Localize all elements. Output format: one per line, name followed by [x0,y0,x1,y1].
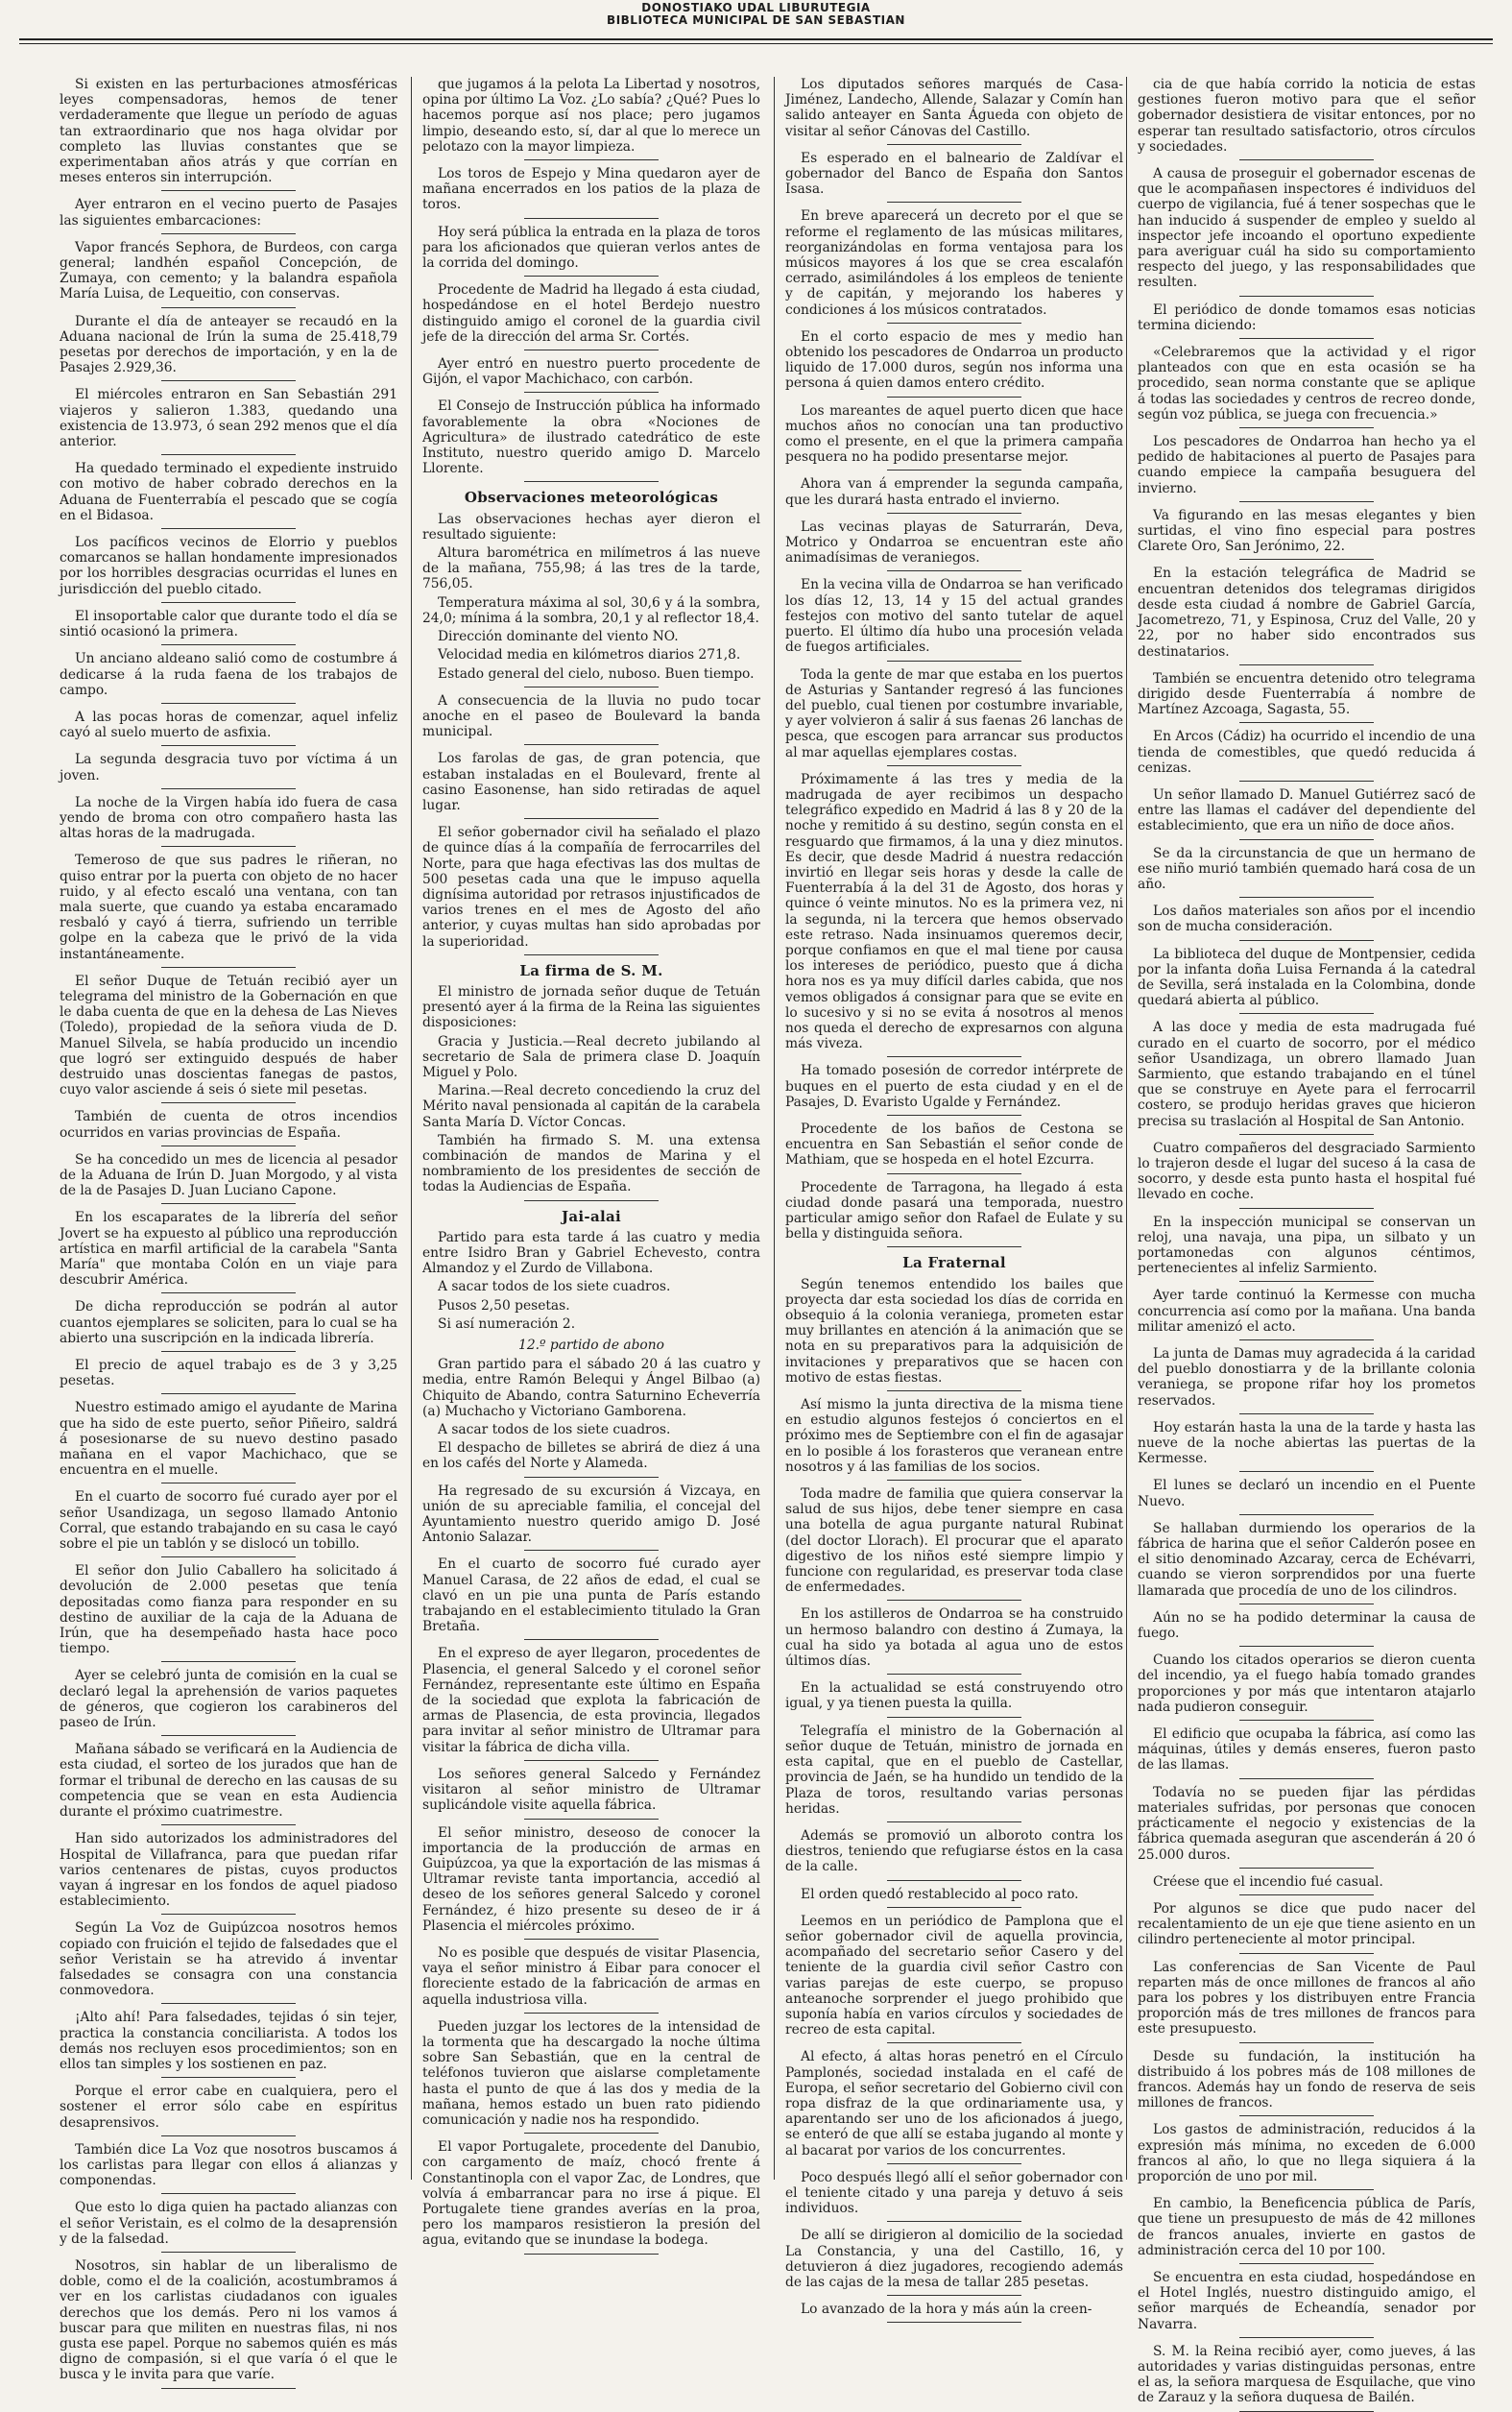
article-paragraph: Porque el error cabe en cualquiera, pero el sostener el error sólo cabe en espíritus desaprensivos. [60,2084,397,2131]
article-separator [1239,897,1375,898]
article-paragraph: Procedente de los baños de Cestona se encuentra en San Sebastián el señor conde de Mathiam, que se hospeda en el hotel Ezcurra. [785,1121,1123,1169]
article-paragraph: La junta de Damas muy agradecida á la caridad del pueblo donostiarra y de la brillante colonia veraniega, se propone rifar hoy los prometos reservados. [1138,1346,1476,1409]
article-separator [524,744,660,745]
article-paragraph: Los farolas de gas, de gran potencia, que estaban instaladas en el Boulevard, frente al casino Easonense, han sido retiradas de aquel lugar. [422,751,760,813]
article-paragraph: Todavía no se pueden fijar las pérdidas materiales sufridas, por personas que conocen prácticamente el negocio y existencias de la fábrica quemada aseguran que ascenderán á 20 ó 25.000 duros. [1138,1784,1476,1863]
article-separator [161,967,297,968]
article-paragraph: Las vecinas playas de Saturrarán, Deva, Motrico y Ondarroa se encuentran este año animadísimas de veraniegos. [785,519,1123,567]
article-separator [161,528,297,529]
article-separator [1239,2189,1375,2190]
article-paragraph: Temeroso de que sus padres le riñeran, no quiso entrar por la puerta con objeto de no hacer ruido, y al efecto escaló una ventana, con tan mala suerte, que cuando ya estaba encaramado resbaló y cayó á tierra, sufriendo un terrible golpe en la cabeza que le privó de la vida instantáneamente. [60,853,397,962]
article-paragraph: En Arcos (Cádiz) ha ocurrido el incendio de una tienda de comestibles, que quedó reducida á cenizas. [1138,729,1476,776]
article-paragraph: En el cuarto de socorro fué curado ayer por el señor Usandizaga, un segoso llamado Antonio Corral, que estando trabajando en su casa le cayó sobre el pie un tablón y se dislocó un tobillo. [60,1489,397,1553]
section-heading: Observaciones meteorológicas [464,489,719,507]
article-paragraph: Los mareantes de aquel puerto dicen que hace muchos años no conocían una tan productivo como el presente, en el que la primera campaña pesquera no ha podido presentarse mejor. [785,402,1123,466]
article-separator [161,1393,297,1394]
library-header [0,2,1512,27]
article-separator [1239,559,1375,560]
article-paragraph: Los pescadores de Ondarroa han hecho ya el pedido de habitaciones al puerto de Pasajes para cuando empiece la campaña besuguera del invierno. [1138,434,1476,496]
article-paragraph: Ahora van á emprender la segunda campaña, que les durará hasta entrado el invierno. [785,476,1123,508]
article-separator [161,2193,297,2194]
article-separator [887,2163,1022,2164]
article-paragraph: También de cuenta de otros incendios ocurridos en varias provincias de España. [60,1109,397,1141]
article-paragraph: A sacar todos de los siete cuadros. [438,1422,671,1438]
article-separator [887,1173,1022,1174]
article-paragraph: Han sido autorizados los administradores del Hospital de Villafranca, para que puedan rifar varios centenares de pistas, cuyos productos vayan á ingresar en los fondos de aquel piadoso establecimiento. [60,1831,397,1910]
article-separator [887,1480,1022,1481]
article-paragraph: Al efecto, á altas horas penetró en el Círculo Pamplonés, sociedad instalada en el café de Europa, el señor secretario del Gobierno civil con ropa disfraz de la que ordinariamente usa, y aparentando ser uno de los aficionados á juego, se enteró de que allí se estaba jugando al monte y al bacarat por varios de los concurrentes. [785,2049,1123,2159]
article-paragraph: Las observaciones hechas ayer dieron el resultado siguiente: [422,511,760,543]
column-1 [60,77,397,2383]
article-separator [1239,722,1375,723]
article-paragraph: Ayer entraron en el vecino puerto de Pasajes las siguientes embarcaciones: [60,197,397,229]
article-separator [524,1819,660,1820]
article-paragraph: Estado general del cielo, nuboso. Buen tiempo. [438,665,755,682]
article-paragraph: El señor ministro, deseoso de conocer la importancia de la producción de armas en Guipúzcoa, ya que la exportación de las mismas á Ultramar reviste tanta importancia, accedió al deseo de los señores general Salcedo y coronel Fernández, é hizo presente su deseo de ir á Plasencia el miércoles próximo. [422,1824,760,1934]
top-rule [19,38,1493,44]
article-paragraph: Ha tomado posesión de corredor intérprete de buques en el puerto de esta ciudad y en el de Pasajes, D. Evaristo Ugalde y Fernández. [785,1063,1123,1110]
article-separator [1239,1208,1375,1209]
article-separator [161,745,297,746]
article-separator [1239,2263,1375,2264]
article-separator [161,1102,297,1103]
article-paragraph: Es esperado en el balneario de Zaldívar el gobernador del Banco de España don Santos Isasa. [785,150,1123,198]
article-separator [1239,1514,1375,1515]
article-separator [161,380,297,381]
article-separator [887,397,1022,398]
article-paragraph: En la estación telegráfica de Madrid se encuentran detenidos dos telegramas dirigidos desde esta ciudad á nombre de Gabriel García, Jacometrezo, 71, y Espinosa, Cruz del Valle, 20 y 22, por no haber sido encontrados sus destinatarios. [1138,566,1476,660]
article-paragraph: Se da la circunstancia de que un hermano de ese niño murió también quemado hará cosa de un año. [1138,845,1476,892]
article-separator [887,1056,1022,1057]
article-separator [524,1550,660,1551]
article-separator [1239,427,1375,428]
article-separator [524,2133,660,2134]
article-separator [524,1477,660,1478]
article-separator [161,2252,297,2253]
article-paragraph: Ha regresado de su excursión á Vizcaya, en unión de su apreciable familia, el concejal del Ayuntamiento nuestro querido amigo D. José Antonio Salazar. [422,1483,760,1546]
article-separator [1239,2411,1375,2412]
article-paragraph: De allí se dirigieron al domicilio de la sociedad La Constancia, y una del Castillo, 16, y detuvieron á diez jugadores, recogiendo además de las cajas de la mesa de tallar 285 pesetas. [785,2228,1123,2290]
article-separator [161,454,297,455]
article-paragraph: Gracia y Justicia.—Real decreto jubilando al secretario de Sala de primera clase D. Joaquín Miguel y Polo. [422,1033,760,1080]
article-paragraph: que jugamos á la pelota La Libertad y nosotros, opina por último La Voz. ¿Lo sabía? ¿Qué? Pues lo hacemos porque así nos place; pero jugamos limpio, deseando esto, sí, dar al que lo merece un pelotazo con la mayor limpieza. [422,77,760,155]
article-separator [887,513,1022,514]
article-paragraph: Un señor llamado D. Manuel Gutiérrez sacó de entre las llamas el cadáver del dependiente del establecimiento, que era un niño de doce años. [1138,786,1476,834]
article-separator [887,1246,1022,1247]
article-separator [1239,2115,1375,2116]
article-separator [524,1939,660,1940]
article-separator [161,644,297,645]
article-paragraph: Toda madre de familia que quiera conservar la salud de sus hijos, debe tener siempre en casa una botella de agua purgante natural Rubinat (del doctor Llorach). El procurar que el aparato digestivo de los niños esté siempre limpio y funcione con regularidad, es preservar toda clase de enfermedades. [785,1486,1123,1596]
article-separator [1239,1134,1375,1135]
article-paragraph: Hoy estarán hasta la una de la tarde y hasta las nueve de la noche abiertas las puertas de la Kermesse. [1138,1419,1476,1467]
article-separator [1239,1013,1375,1014]
article-paragraph: Se ha concedido un mes de licencia al pesador de la Aduana de Irún D. Juan Morgodo, y al vista de la de Pasajes D. Juan Luciano Capone. [60,1151,397,1199]
article-paragraph: Así mismo la junta directiva de la misma tiene en estudio algunos festejos ó conciertos en el próximo mes de Septiembre con el fin de agasajar en lo posible á los forasteros que veranean entre nosotros y á las familias de los socios. [785,1397,1123,1475]
article-paragraph: S. M. la Reina recibió ayer, como jueves, á las autoridades y varias distinguidas personas, entre el as, la señora marquesa de Esquilache, que vino de Zarauz y la señora duquesa de Bailén. [1138,2343,1476,2406]
article-paragraph: Ha quedado terminado el expediente instruido con motivo de haber cobrado derechos en la Aduana de Fuenterrabía el pescado que se cogía en el Bidasoa. [60,461,397,523]
article-separator [887,765,1022,766]
article-paragraph: Además se promovió un alboroto contra los diestros, teniendo que refugiarse éstos en la casa de la calle. [785,1827,1123,1875]
article-paragraph: Procedente de Tarragona, ha llegado á esta ciudad donde pasará una temporada, nuestro particular amigo señor don Rafael de Eulate y su bella y distinguida señora. [785,1179,1123,1242]
article-paragraph: En el expreso de ayer llegaron, procedentes de Plasencia, el general Salcedo y el coronel señor Fernández, representante este último en España de la sociedad que explota la fabricación de armas de Plasencia, de esta provincia, llegados para invitar al señor ministro de Ultramar para visitar la fábrica de dicha villa. [422,1646,760,1755]
article-separator [1239,839,1375,840]
article-separator [1239,1953,1375,1954]
article-paragraph: Según La Voz de Guipúzcoa nosotros hemos copiado con fruición el tejido de falsedades que el señor Veristain se ha atrevido á inventar falsedades se consagra con una constancia conmovedora. [60,1920,397,1999]
article-paragraph: También ha firmado S. M. una extensa combinación de mandos de Marina y el nombramiento de los presidentes de sección de todas la Audiencias de España. [422,1132,760,1195]
article-separator [524,481,660,482]
article-separator [161,1292,297,1293]
article-separator [161,2077,297,2078]
article-separator [1239,781,1375,782]
article-paragraph: Un anciano aldeano salió como de costumbre á dedicarse á la ruda faena de los trabajos de campo. [60,651,397,698]
article-separator [1239,159,1375,160]
article-paragraph: El señor don Julio Caballero ha solicitado á devolución de 2.000 pesetas que tenía depositadas como fianza para responder en su destino de auxiliar de la caja de la Aduana de Irún, que ha desempeñado hasta hace poco tiempo. [60,1563,397,1657]
article-separator [161,703,297,704]
article-separator [1239,2042,1375,2043]
article-separator [161,602,297,603]
article-paragraph: Los daños materiales son años por el incendio son de mucha consideración. [1138,904,1476,935]
article-separator [1239,1339,1375,1340]
article-separator [887,144,1022,145]
article-separator [161,2388,297,2389]
article-paragraph: Pueden juzgar los lectores de la intensidad de la tormenta que ha descargado la noche última sobre San Sebastián, que en la central de teléfonos tuvieron que aislarse completamente hasta el punto de que á las dos y media de la mañana, hemos estado un buen rato pidiendo comunicación y nadie nos ha respondido. [422,2018,760,2128]
column-divider [411,77,412,2180]
article-separator [524,276,660,277]
article-separator [524,1200,660,1201]
article-paragraph: Aún no se ha podido determinar la causa de fuego. [1138,1609,1476,1642]
article-paragraph: En la vecina villa de Ondarroa se han verificado los días 12, 13, 14 y 15 del actual grandes festejos con motivo del santo tutelar de aquel puerto. El último día hubo una procesión velada de fuegos artificiales. [785,577,1123,656]
article-paragraph: El Consejo de Instrucción pública ha informado favorablemente la obra «Nociones de Agricultura» de ilustrado catedrático de este Instituto, nuestro querido amigo D. Marcelo Llorente. [422,398,760,477]
article-paragraph: También se encuentra detenido otro telegrama dirigido desde Fuenterrabía á nombre de Martínez Azcoaga, Sagasta, 55. [1138,670,1476,718]
article-paragraph: También dice La Voz que nosotros buscamos á los carlistas para llegar con ellos á alianzas y componendas. [60,2141,397,2189]
article-paragraph: El miércoles entraron en San Sebastián 291 viajeros y salieron 1.383, quedando una existencia de 13.973, ó sean 292 menos que el día anterior. [60,387,397,450]
article-separator [1239,2337,1375,2338]
column-4 [1138,77,1476,2406]
article-paragraph: El vapor Portugalete, procedente del Danubio, con cargamento de maíz, chocó frente á Constantinopla con el vapor Zac, de Londres, que volvía á embarrancar para no irse á pique. El Portugalete tiene grandes averías en la proa, pero los mamparos resistieron la presión del agua, evitando que se inundase la bodega. [422,2139,760,2249]
article-paragraph: A sacar todos de los siete cuadros. [438,1279,671,1295]
article-separator [524,159,660,160]
article-paragraph: Lo avanzado de la hora y más aún la creen- [801,2302,1092,2318]
article-separator [524,954,660,955]
article-separator [524,818,660,819]
article-separator [887,2295,1022,2296]
article-paragraph: El ministro de jornada señor duque de Tetuán presentó ayer á la firma de la Reina las siguientes disposiciones: [422,983,760,1031]
article-separator [1239,1778,1375,1779]
article-separator [887,2221,1022,2222]
article-paragraph: Créese que el incendio fué casual. [1153,1873,1383,1890]
article-paragraph: Si así numeración 2. [438,1315,576,1332]
article-paragraph: Telegrafía el ministro de la Gobernación al señor duque de Tetuán, ministro de jornada en esta capital, que en el pueblo de Castellar, provincia de Jaén, se ha hundido un tendido de la Plaza de toros, resultando varias personas heridas. [785,1723,1123,1817]
article-separator [887,202,1022,203]
article-paragraph: Vapor francés Sephora, de Burdeos, con carga general; landhén español Concepción, de Zumaya, con cemento; y la balandra española María Luisa, de Lequeitio, con conservas. [60,239,397,302]
article-separator [887,570,1022,571]
article-paragraph: Los diputados señores marqués de Casa-Jiménez, Landecho, Allende, Salazar y Comín han salido anteayer en Santa Águeda con objeto de visitar al señor Cánovas del Castillo. [785,77,1123,139]
article-paragraph: El precio de aquel trabajo es de 3 y 3,25 pesetas. [60,1358,397,1389]
article-separator [887,661,1022,662]
columns [60,77,1476,2406]
article-paragraph: Los toros de Espejo y Mina quedaron ayer de mañana encerrados en los patios de la plaza de toros. [422,166,760,213]
article-paragraph: Ayer entró en nuestro puerto procedente de Gijón, el vapor Machichaco, con carbón. [422,356,760,388]
article-separator [1239,1471,1375,1472]
section-heading: 12.º partido de abono [518,1338,664,1354]
article-paragraph: El despacho de billetes se abrirá de diez á una en los cafés del Norte y Alameda. [422,1440,760,1472]
article-paragraph: El insoportable calor que durante todo el día se sintió ocasionó la primera. [60,608,397,640]
article-separator [161,788,297,789]
article-separator [1239,664,1375,665]
article-paragraph: Toda la gente de mar que estaba en los puertos de Asturias y Santander regresó á las funciones del pueblo, cual tienen por costumbre invariable, y ayer volvieron á salir á sus faenas 26 lanchas de pesca, que escogen para arrancar sus productos al mar aquellas ejemplares costas. [785,666,1123,760]
article-separator [887,1717,1022,1718]
article-separator [161,1351,297,1352]
section-heading: La Fraternal [902,1254,1006,1272]
article-paragraph: Leemos en un periódico de Pamplona que el señor gobernador civil de aquella provincia, acompañado del secretario señor Casero y del teniente de la guardia civil señor Castro con varias parejas de este cuerpo, se propuso anteanoche sorprender el juego prohibido que suponía había en varios círculos y sociedades de recreo de esta capital. [785,1913,1123,2038]
article-paragraph: El edificio que ocupaba la fábrica, así como las máquinas, útiles y demás enseres, fueron pasto de las llamas. [1138,1726,1476,1773]
article-separator [887,1880,1022,1881]
column-divider [774,77,775,2180]
article-paragraph: Los señores general Salcedo y Fernández visitaron al señor ministro de Ultramar suplicándole visite aquella fábrica. [422,1766,760,1814]
article-paragraph: Desde su fundación, la institución ha distribuido á los pobres más de 108 millones de francos. Además hay un fondo de reserva de seis millones de francos. [1138,2048,1476,2111]
article-paragraph: En la actualidad se está construyendo otro igual, y ya tienen puesta la quilla. [785,1680,1123,1712]
article-separator [1239,1413,1375,1414]
article-paragraph: El orden quedó restablecido al poco rato. [801,1886,1079,1902]
article-paragraph: Altura barométrica en milímetros á las nueve de la mañana, 755,98; á las tres de la tarde, 756,05. [422,545,760,592]
article-separator [887,1115,1022,1116]
article-paragraph: En cambio, la Beneficencia pública de París, que tiene un presupuesto de más de 42 millones de francos anuales, invierte en gastos de administración cerca del 10 por 100. [1138,2196,1476,2258]
column-3 [785,77,1123,2318]
article-separator [1239,1646,1375,1647]
article-paragraph: En la inspección municipal se conservan un reloj, una navaja, una pipa, un silbato y un portamonedas con algunos céntimos, pertenecientes al infeliz Sarmiento. [1138,1214,1476,1277]
article-paragraph: Nosotros, sin hablar de un liberalismo de doble, como el de la coalición, acostumbramos á ver en los carlistas ciudadanos con iguales derechos que los demás. Pero ni los vamos á buscar para que militen en nuestras filas, ni nos gusta ese papel. Porque no sabemos quién es más digno de compasión, si el que varía ó el que le busca y le invita para que varíe. [60,2257,397,2383]
article-separator [887,1907,1022,1908]
column-divider [1126,77,1127,2180]
article-separator [524,1639,660,1640]
article-separator [1239,338,1375,339]
article-paragraph: Va figurando en las mesas elegantes y bien surtidas, el vino fino especial para postres Clarete Oro, San Jerónimo, 22. [1138,507,1476,555]
article-paragraph: Mañana sábado se verificará en la Audiencia de esta ciudad, el sorteo de los jurados que han de formar el tribunal de derecho en las causas de su competencia que se vean en esta Audiencia durante el próximo cuatrimestre. [60,1742,397,1821]
article-paragraph: Durante el día de anteayer se recaudó en la Aduana nacional de Irún la suma de 25.418,79 pesetas por derechos de importación, y en la de Pasajes 2.929,36. [60,313,397,376]
article-separator [887,1821,1022,1822]
article-paragraph: La segunda desgracia tuvo por víctima á un joven. [60,752,397,784]
article-paragraph: Procedente de Madrid ha llegado á esta ciudad, hospedándose en el hotel Berdejo nuestro distinguido amigo el coronel de la guardia civil jefe de la dirección del arma Sr. Cortés. [422,282,760,345]
article-paragraph: Partido para esta tarde á las cuatro y media entre Isidro Bran y Gabriel Echevesto, contra Almandoz y el Zurdo de Villabona. [422,1229,760,1277]
article-paragraph: Se encuentra en esta ciudad, hospedándose en el Hotel Inglés, nuestro distinguido amigo, el señor marqués de Echeandía, senador por Navarra. [1138,2269,1476,2332]
article-paragraph: Según tenemos entendido los bailes que proyecta dar esta sociedad los días de corrida en obsequio á la colonia veraniega, prometen estar muy brillantes en atención á la animación que se nota en su preparativos para la adquisición de invitaciones y preparativos que se hacen con motivo de estas fiestas. [785,1276,1123,1386]
article-paragraph: Los pacíficos vecinos de Elorrio y pueblos comarcanos se hallan hondamente impresionados por los horribles desgracias ocurridas el lunes en jurisdicción del pueblo citado. [60,535,397,597]
article-paragraph: Poco después llegó allí el señor gobernador con el teniente citado y una pareja y detuvo á seis individuos. [785,2169,1123,2217]
article-paragraph: Temperatura máxima al sol, 30,6 y á la sombra, 24,0; mínima á la sombra, 20,1 y al reflector 18,4. [422,594,760,626]
article-paragraph: ¡Alto ahí! Para falsedades, tejidas ó sin tejer, practica la constancia conciliarista. A todos los demás nos recluyen esos procedimientos; son en ellos tan simples y los sostienen en paz. [60,2010,397,2072]
article-separator [1239,1868,1375,1869]
article-separator [161,2135,297,2136]
article-paragraph: Se hallaban durmiendo los operarios de la fábrica de harina que el señor Calderón posee en el sitio denominado Azcaray, cerca de Echévarri, cuando se vieron sorprendidos por una fuerte llamarada que procedía de uno de los cilindros. [1138,1520,1476,1599]
article-separator [161,1661,297,1662]
article-separator [1239,940,1375,941]
article-paragraph: En los escaparates de la librería del señor Jovert se ha expuesto al público una reproducción artística en marfil artificial de la carabela "Santa María" que montaba Colón en un viaje para descubrir América. [60,1210,397,1289]
article-paragraph: Dirección dominante del viento NO. [438,629,679,645]
article-paragraph: A las doce y media de esta madrugada fué curado en el cuarto de socorro, por el médico señor Usandizaga, un obrero llamado Juan Sarmiento, que estando trabajando en el túnel que se construye en Ayete para el ferrocarril costero, se produjo heridas graves que hicieron precisa su traslación al Hospital de San Antonio. [1138,1020,1476,1129]
article-paragraph: A consecuencia de la lluvia no pudo tocar anoche en el paseo de Boulevard la banda municipal. [422,692,760,740]
section-heading: La firma de S. M. [519,961,663,979]
article-paragraph: Por algunos se dice que pudo nacer del recalentamiento de un eje que tiene asiento en un cilindro perteneciente al motor principal. [1138,1900,1476,1948]
article-separator [161,1556,297,1557]
article-paragraph: Si existen en las perturbaciones atmosféricas leyes compensadoras, hemos de tener verdaderamente que llegue un período de aguas tan extraordinario que nos haga olvidar por completo las lluvias constantes que se experimentaban años atrás y que corrían en meses enteros sin interrupción. [60,77,397,186]
article-paragraph: Pusos 2,50 pesetas. [438,1297,570,1314]
library-header-basque: DONOSTIAKO UDAL LIBURUTEGIA [641,1,871,14]
article-paragraph: Los gastos de administración, reducidos á la expresión más mínima, no exceden de 6.000 francos al año, lo que no llega siquiera á la proporción de uno por mil. [1138,2122,1476,2184]
article-paragraph: Velocidad media en kilómetros diarios 271,8. [438,647,741,663]
article-separator [161,1735,297,1736]
article-paragraph: El periódico de donde tomamos esas noticias termina diciendo: [1138,302,1476,333]
article-separator [887,1390,1022,1391]
article-paragraph: Ayer tarde continuó la Kermesse con mucha concurrencia así como por la mañana. Una banda militar amenizó el acto. [1138,1288,1476,1335]
article-paragraph: En el corto espacio de mes y medio han obtenido los pescadores de Ondarroa un producto liquido de 17.000 duros, según nos informa una persona á quien damos entero crédito. [785,328,1123,392]
article-paragraph: El lunes se declaró un incendio en el Puente Nuevo. [1138,1478,1476,1509]
article-paragraph: Cuatro compañeros del desgraciado Sarmiento lo trajeron desde el lugar del suceso á la casa de socorro, y desde esta punto hasta el hospital fué llevado en coche. [1138,1140,1476,1203]
article-paragraph: De dicha reproducción se podrán al autor cuantos ejemplares se soliciten, para lo cual se ha abierto una suscripción en la indicada librería. [60,1299,397,1346]
article-separator [161,1203,297,1204]
column-2 [422,77,760,2249]
article-paragraph: Cuando los citados operarios se dieron cuenta del incendio, ya el fuego había tomado grandes proporciones y por más que intentaron atajarlo nada pudieron conseguir. [1138,1652,1476,1715]
article-paragraph: Hoy será pública la entrada en la plaza de toros para los aficionados que quieran verlos antes de la corrida del domingo. [422,224,760,272]
article-separator [161,2003,297,2004]
article-separator [1239,296,1375,297]
article-paragraph: Ayer se celebró junta de comisión en la cual se declaró legal la aprehensión de varios paquetes de géneros, que cogieron los carabineros del paseo de Irún. [60,1668,397,1731]
article-separator [524,392,660,393]
article-separator [887,323,1022,324]
article-separator [1239,501,1375,502]
article-separator [524,2013,660,2014]
article-separator [1239,1720,1375,1721]
section-heading: Jai-alai [562,1207,621,1225]
article-separator [887,1674,1022,1675]
article-separator [524,1760,660,1761]
article-separator [161,846,297,847]
article-paragraph: En breve aparecerá un decreto por el que se reforme el reglamento de las músicas militares, reorganizándolas en forma ventajosa para los músicos mayores á los que se crea escalafón cerrado, asimilándoles á los empleos de teniente y de capitán, y mejorando los haberes y condiciones á los músicos contratados. [785,208,1123,318]
article-separator [1239,1894,1375,1895]
article-paragraph: En los astilleros de Ondarroa se ha construido un hermoso balandro con destino á Zumaya, la cual ha sido ya botada al agua uno de estos últimos días. [785,1606,1123,1670]
library-header-spanish: BIBLIOTECA MUNICIPAL DE SAN SEBASTIAN [607,13,905,27]
article-paragraph: Gran partido para el sábado 20 á las cuatro y media, entre Ramón Belequi y Ángel Bilbao (a) Chiquito de Abando, contra Saturnino Echeverría (a) Muchacho y Victoriano Gamborena. [422,1357,760,1419]
article-paragraph: A las pocas horas de comenzar, aquel infeliz cayó al suelo muerto de asfixia. [60,709,397,741]
article-paragraph: «Celebraremos que la actividad y el rigor planteados con que en esta ocasión se ha procedido, sean norma constante que se aplique á todas las sociedades y centros de recreo donde, según voz pública, se juega con frecuencia.» [1138,345,1476,422]
article-paragraph: La noche de la Virgen había ido fuera de casa yendo de broma con otro compañero hasta las altas horas de la madrugada. [60,794,397,842]
article-paragraph: La biblioteca del duque de Montpensier, cedida por la infanta doña Luisa Fernanda á la catedral de Sevilla, será instalada en la Colombina, donde quedará abierta al público. [1138,946,1476,1009]
article-separator [161,1824,297,1825]
article-separator [161,307,297,308]
article-paragraph: Próximamente á las tres y media de la madrugada de ayer recibimos un despacho telegráfico expedido en Madrid á las 8 y 20 de la noche y remitido á su destino, según consta en el resguardo que firmamos, á la una y diez minutos. Es decir, que desde Madrid á nuestra redacción invirtió en llegar seis horas y desde la calle de Fuenterrabía á la del 31 de Agosto, dos horas y quince ó veinte minutos. No es la primera vez, ni la segunda, ni la tercera que hemos observado este retraso. Nada insinuamos queremos decir, porque confiamos en que el mal tiene por causa los intereses de periódico, puesto que á dicha hora nos es ya muy difícil darles cabida, que nos vemos obligados á consignar para que se evite en lo sucesivo y si no se evita á nosotros al menos nos queda el derecho de expresarnos con alguna más viveza. [785,771,1123,1052]
article-separator [161,233,297,234]
article-paragraph: El señor Duque de Tetuán recibió ayer un telegrama del ministro de la Gobernación en que le daba cuenta de que en la dehesa de Las Nieves (Toledo), propiedad de la señora viuda de D. Manuel Silvela, se había producido un incendio que logró ser extinguido después de haber destruido unas doscientas fanegas de pastos, cuyo valor asciende á seis ó siete mil pesetas. [60,973,397,1098]
article-separator [524,218,660,219]
article-paragraph: Que esto lo diga quien ha pactado alianzas con el señor Veristain, es el colmo de la desaprensión y de la falsedad. [60,2200,397,2247]
article-paragraph: Marina.—Real decreto concediendo la cruz del Mérito naval pensionada al capitán de la carabela Santa María D. Víctor Concas. [422,1083,760,1130]
article-paragraph: cia de que había corrido la noticia de estas gestiones fueron motivo para que el señor gobernador desistiera de visitar entonces, por no esperar tan resultado satisfactorio, otros círculos y sociedades. [1138,77,1476,155]
article-separator [887,2322,1022,2323]
article-paragraph: El señor gobernador civil ha señalado el plazo de quince días á la compañía de ferrocarriles del Norte, para que haga efectivas las dos multas de 500 pesetas cada una que le impuso aquella dignísima autoridad por retrasos injustificados de varios trenes en el mes de Agosto del año anterior, y cuyas multas han sido aprobadas por la superioridad. [422,825,760,950]
article-separator [161,1914,297,1915]
article-paragraph: Las conferencias de San Vicente de Paul reparten más de once millones de francos al año para los pobres y los distribuyen entre Francia proporción más de tres millones de francos para este presupuesto. [1138,1959,1476,2038]
article-paragraph: A causa de proseguir el gobernador escenas de que le acompañasen inspectores é individuos del cuerpo de vigilancia, fué á tener sospechas que le han inducido á suspender de empleo y sueldo al inspector jefe incoando el oportuno expediente para averiguar cuál ha sido su comportamiento respecto del juego, y las responsabilidades que resulten. [1138,166,1476,291]
article-separator [887,1600,1022,1601]
article-paragraph: Nuestro estimado amigo el ayudante de Marina que ha sido de este puerto, señor Piñeiro, saldrá á posesionarse de su nuevo destino pasado mañana en el vapor Machichaco, que se encuentra en el muelle. [60,1400,397,1479]
article-separator [161,190,297,191]
article-paragraph: No es posible que después de visitar Plasencia, vaya el señor ministro á Eibar para conocer el floreciente estado de la fabricación de armas en aquella industriosa villa. [422,1944,760,2008]
article-separator [1239,1281,1375,1282]
article-separator [887,2042,1022,2043]
article-paragraph: En el cuarto de socorro fué curado ayer Manuel Carasa, de 22 años de edad, el cual se clavó en un pie una punta de París estando trabajando en el establecimiento titulado la Gran Bretaña. [422,1556,760,1635]
article-separator [524,2254,660,2255]
